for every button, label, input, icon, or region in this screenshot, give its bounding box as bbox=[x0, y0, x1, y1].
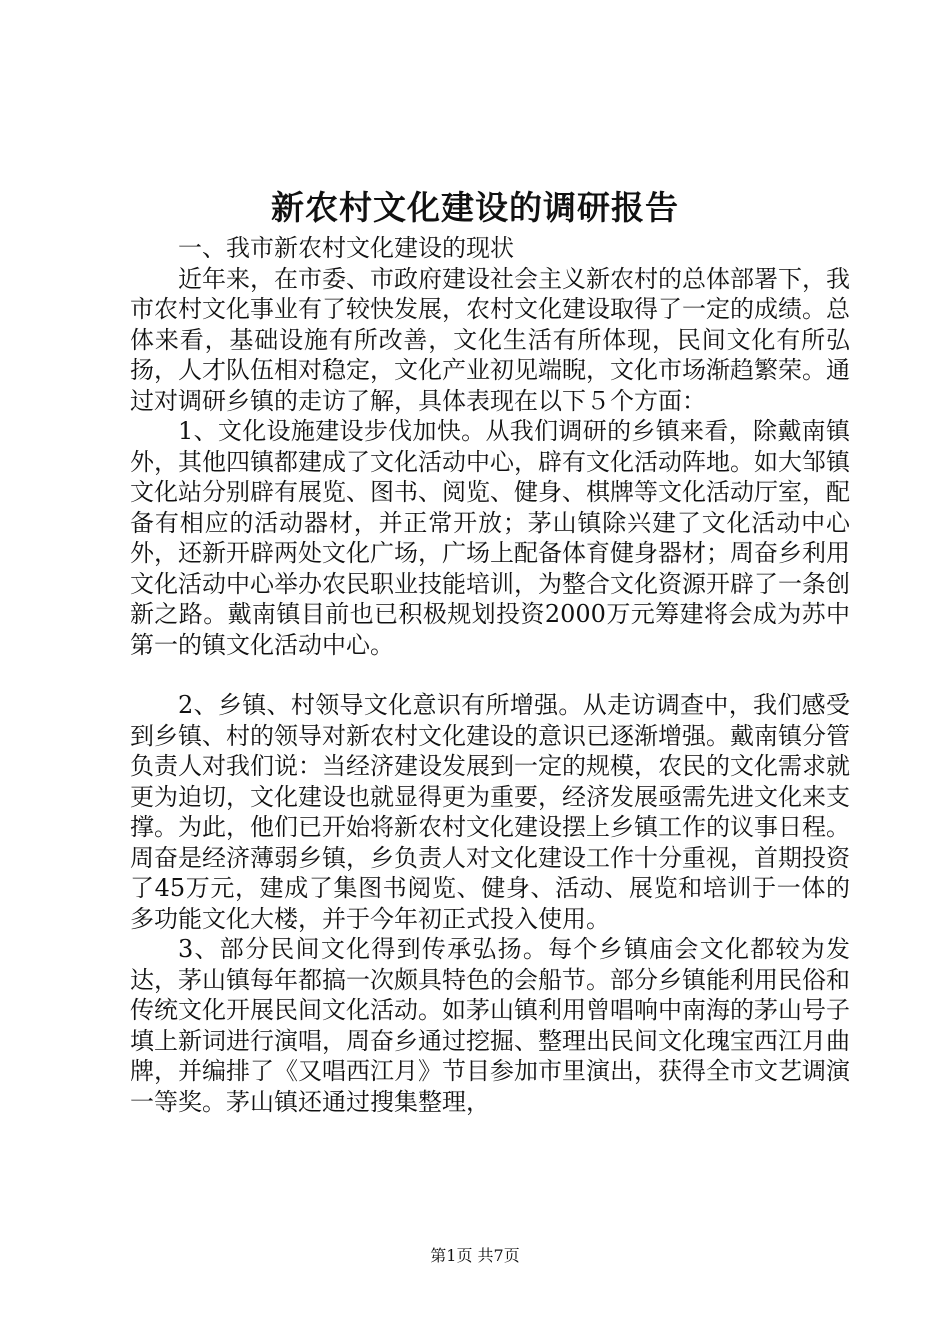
paragraph: 1、文化设施建设步伐加快。从我们调研的乡镇来看，除戴南镇外，其他四镇都建成了文化活动中心，辟有文化活动阵地。如大邹镇文化站分别辟有展览、图书、阅览、健身、棋牌等文化活动厅室，配备有相应的活动器材，并正常开放；茅山镇除兴建了文化活动中心外，还新开辟两处文化广场，广场上配备体育健身器材；周奋乡利用文化活动中心举办农民职业技能培训，为整合文化资源开辟了一条创新之路。戴南镇目前也已积极规划投资2000万元筹建将会成为苏中第一的镇文化活动中心。 bbox=[130, 417, 850, 659]
paragraph: 3、部分民间文化得到传承弘扬。每个乡镇庙会文化都较为发达，茅山镇每年都搞一次颇具特色的会船节。部分乡镇能利用民俗和传统文化开展民间文化活动。如茅山镇利用曾唱响中南海的茅山号子填上新词进行演唱，周奋乡通过挖掘、整理出民间文化瑰宝西江月曲牌，并编排了《又唱西江月》节目参加市里演出，获得全市文艺调演一等奖。茅山镇还通过搜集整理， bbox=[130, 935, 850, 1116]
page-number-footer: 第1页 共7页 bbox=[430, 1246, 520, 1265]
document-body bbox=[130, 233, 850, 1117]
section-heading: 一、我市新农村文化建设的现状 bbox=[178, 234, 514, 262]
document-title: 新农村文化建设的调研报告 bbox=[271, 188, 679, 227]
paragraph: 近年来，在市委、市政府建设社会主义新农村的总体部署下，我市农村文化事业有了较快发展，农村文化建设取得了一定的成绩。总体来看，基础设施有所改善，文化生活有所体现，民间文化有所弘扬，人才队伍相对稳定，文化产业初见端睨，文化市场渐趋繁荣。通过对调研乡镇的走访了解，具体表现在以下５个方面： bbox=[130, 264, 850, 415]
paragraph: 2、乡镇、村领导文化意识有所增强。从走访调查中，我们感受到乡镇、村的领导对新农村文化建设的意识已逐渐增强。戴南镇分管负责人对我们说：当经济建设发展到一定的规模，农民的文化需求就更为迫切，文化建设也就显得更为重要，经济发展亟需先进文化来支撑。为此，他们已开始将新农村文化建设摆上乡镇工作的议事日程。周奋是经济薄弱乡镇，乡负责人对文化建设工作十分重视，首期投资了45万元，建成了集图书阅览、健身、活动、展览和培训于一体的多功能文化大楼，并于今年初正式投入使用。 bbox=[130, 691, 850, 933]
